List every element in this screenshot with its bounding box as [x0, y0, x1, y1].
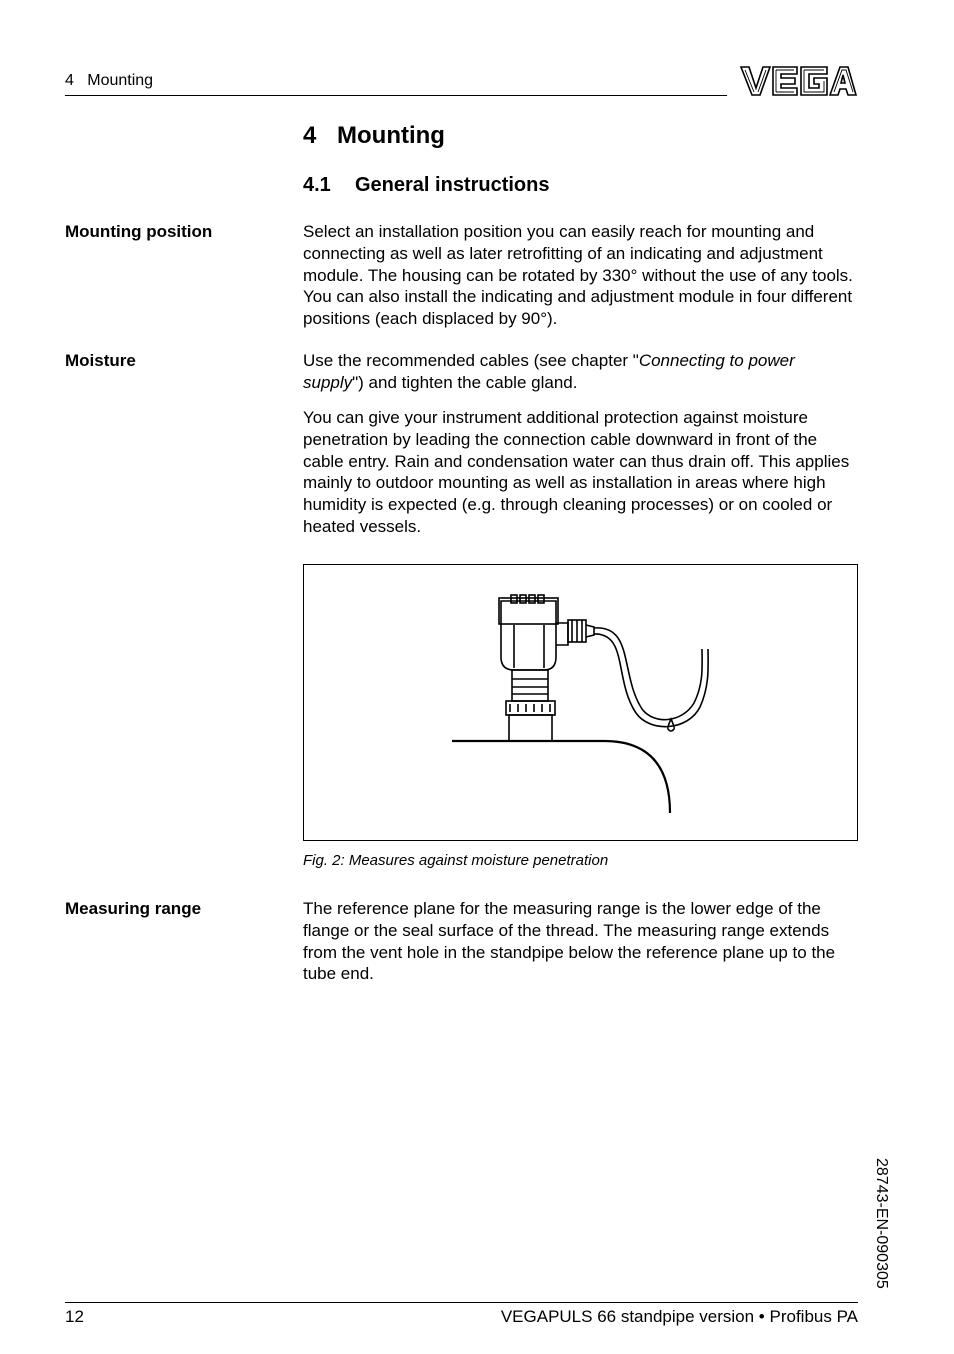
section-number: 4.1 [303, 174, 331, 196]
document-code: 28743-EN-090305 [873, 1158, 890, 1289]
measuring-range-text [303, 898, 859, 985]
vega-logo [739, 64, 858, 98]
footer-product-title: VEGAPULS 66 standpipe version • Profibus PA [500, 1307, 858, 1326]
section-heading [303, 174, 550, 197]
measuring-range-label: Measuring range [65, 899, 202, 918]
moisture-paragraph-1 [303, 350, 859, 394]
chapter-heading [303, 122, 445, 150]
moisture-p1-after: ") and tighten the cable gland. [352, 372, 578, 392]
figure-caption: Fig. 2: Measures against moisture penetration [303, 852, 609, 869]
running-header-section: 4 Mounting [65, 72, 154, 89]
mounting-position-paragraph: Select an installation position you can easily reach for mounting and connecting as well as later retrofitting of an indicating and adjustment module. The housing can be rotated by 330° without the use of any tools. You can also install the indicating and adjustment module in four different positions (each displaced by 90°). [303, 222, 853, 329]
moisture-text-2 [303, 407, 859, 538]
chapter-reference: Connecting to power supply [303, 351, 795, 392]
mounting-position-text [303, 221, 859, 330]
header-divider [65, 95, 727, 96]
moisture-figure [303, 564, 858, 841]
chapter-title: Mounting [337, 122, 445, 149]
moisture-text-1 [303, 350, 859, 394]
moisture-p1-before: Use the recommended cables (see chapter " [303, 351, 639, 370]
moisture-label: Moisture [65, 351, 136, 370]
page-number: 12 [65, 1307, 84, 1326]
chapter-number: 4 [303, 122, 317, 149]
measuring-range-paragraph: The reference plane for the measuring range is the lower edge of the flange or the seal surface of the thread. The measuring range extends from the vent hole in the standpipe below the reference plane up to the tube end. [303, 899, 836, 984]
section-title: General instructions [355, 174, 550, 196]
moisture-paragraph-2: You can give your instrument additional protection against moisture penetration by leading the connection cable downward in front of the cable entry. Rain and condensation water can thus drain off. This applies mainly to outdoor mounting as well as installation in areas where high humidity is expected (e.g. through cleaning processes) or on cooled or heated vessels. [303, 408, 850, 536]
mounting-position-label: Mounting position [65, 222, 213, 241]
footer-divider [65, 1302, 858, 1303]
moisture-illustration [304, 565, 857, 840]
